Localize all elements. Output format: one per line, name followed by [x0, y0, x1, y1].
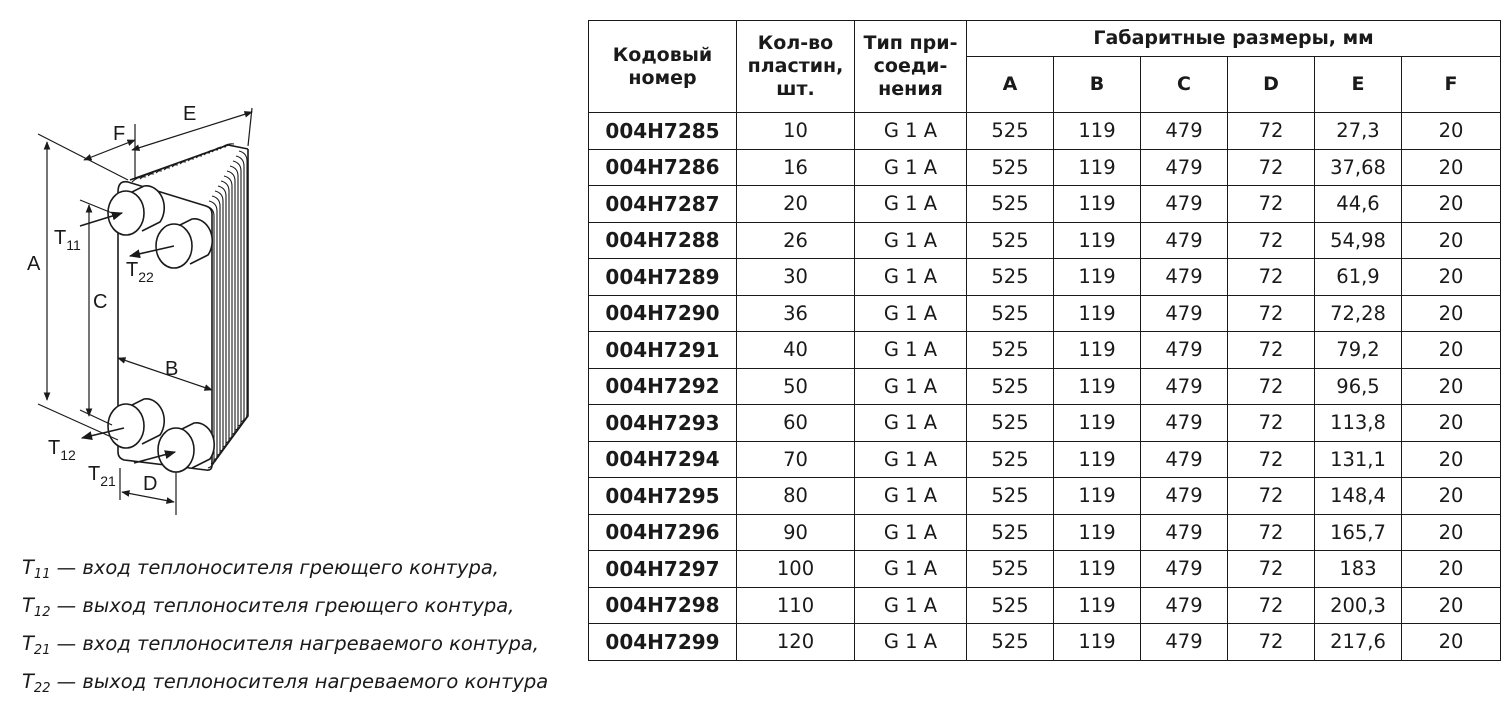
cell-code: 004H7288	[589, 222, 737, 259]
cell-b: 119	[1054, 624, 1141, 661]
cell-f: 20	[1402, 405, 1501, 442]
cell-code: 004H7296	[589, 514, 737, 551]
cell-b: 119	[1054, 551, 1141, 588]
cell-a: 525	[967, 405, 1054, 442]
header-d: D	[1228, 57, 1315, 113]
cell-a: 525	[967, 113, 1054, 150]
table-row	[589, 222, 1501, 259]
plate	[212, 196, 220, 460]
cell-d: 72	[1228, 441, 1315, 478]
cell-d: 72	[1228, 551, 1315, 588]
table-row	[589, 368, 1501, 405]
label-e: E	[183, 103, 197, 125]
cell-code: 004H7291	[589, 332, 737, 369]
cell-c: 479	[1141, 186, 1228, 223]
cell-e: 61,9	[1315, 259, 1402, 296]
table-row	[589, 113, 1501, 150]
cell-c: 479	[1141, 149, 1228, 186]
table-row	[589, 478, 1501, 515]
cell-connection: G 1 A	[855, 186, 967, 223]
legend-item-t21: $T_{21}$ — вход теплоносителя нагреваемого контура,	[22, 632, 539, 658]
cell-d: 72	[1228, 186, 1315, 223]
cell-a: 525	[967, 368, 1054, 405]
plate	[218, 186, 226, 451]
cell-b: 119	[1054, 113, 1141, 150]
plate	[233, 161, 241, 430]
cell-e: 27,3	[1315, 113, 1402, 150]
cell-e: 131,1	[1315, 441, 1402, 478]
cell-plates: 80	[737, 478, 855, 515]
cell-plates: 60	[737, 405, 855, 442]
plate	[230, 166, 238, 434]
cell-c: 479	[1141, 368, 1228, 405]
cell-e: 200,3	[1315, 587, 1402, 624]
cell-c: 479	[1141, 624, 1228, 661]
legend	[22, 552, 587, 704]
label-t11: $T_{11}$	[54, 227, 81, 253]
plate	[215, 191, 223, 455]
cell-connection: G 1 A	[855, 332, 967, 369]
label-t21: $T_{21}$	[88, 463, 116, 489]
cell-connection: G 1 A	[855, 624, 967, 661]
cell-f: 20	[1402, 332, 1501, 369]
header-plates: Кол-во пластин, шт.	[737, 21, 855, 113]
cell-connection: G 1 A	[855, 441, 967, 478]
plate-top-edge	[132, 177, 146, 182]
cell-code: 004H7289	[589, 259, 737, 296]
cell-connection: G 1 A	[855, 149, 967, 186]
header-f: F	[1402, 57, 1501, 113]
cell-c: 479	[1141, 222, 1228, 259]
header-c: C	[1141, 57, 1228, 113]
cell-plates: 120	[737, 624, 855, 661]
cell-code: 004H7286	[589, 149, 737, 186]
cell-f: 20	[1402, 514, 1501, 551]
cell-a: 525	[967, 551, 1054, 588]
cell-f: 20	[1402, 624, 1501, 661]
cell-f: 20	[1402, 587, 1501, 624]
label-t22: $T_{22}$	[126, 259, 154, 285]
cell-f: 20	[1402, 441, 1501, 478]
cell-code: 004H7299	[589, 624, 737, 661]
cell-c: 479	[1141, 259, 1228, 296]
cell-b: 119	[1054, 222, 1141, 259]
legend-item-t11: $T_{11}$ — вход теплоносителя греющего контура,	[22, 556, 499, 582]
cell-connection: G 1 A	[855, 368, 967, 405]
cell-code: 004H7298	[589, 587, 737, 624]
cell-e: 165,7	[1315, 514, 1402, 551]
plate	[224, 176, 232, 443]
cell-code: 004H7297	[589, 551, 737, 588]
cell-d: 72	[1228, 368, 1315, 405]
label-f: F	[113, 123, 126, 145]
label-b: B	[165, 358, 179, 380]
cell-connection: G 1 A	[855, 222, 967, 259]
cell-d: 72	[1228, 222, 1315, 259]
plate	[221, 181, 229, 447]
cell-a: 525	[967, 332, 1054, 369]
cell-e: 72,28	[1315, 295, 1402, 332]
label-a: A	[27, 253, 41, 275]
cell-f: 20	[1402, 368, 1501, 405]
cell-a: 525	[967, 478, 1054, 515]
header-a: A	[967, 57, 1054, 113]
cell-f: 20	[1402, 149, 1501, 186]
cell-c: 479	[1141, 295, 1228, 332]
cell-e: 148,4	[1315, 478, 1402, 515]
plate	[236, 156, 244, 426]
table-header-row	[589, 21, 1501, 57]
header-e: E	[1315, 57, 1402, 113]
cell-c: 479	[1141, 478, 1228, 515]
cell-connection: G 1 A	[855, 113, 967, 150]
cell-c: 479	[1141, 514, 1228, 551]
cell-d: 72	[1228, 332, 1315, 369]
cell-e: 54,98	[1315, 222, 1402, 259]
cell-b: 119	[1054, 441, 1141, 478]
cell-b: 119	[1054, 186, 1141, 223]
cell-b: 119	[1054, 295, 1141, 332]
cell-a: 525	[967, 514, 1054, 551]
cell-d: 72	[1228, 587, 1315, 624]
cell-b: 119	[1054, 368, 1141, 405]
cell-c: 479	[1141, 441, 1228, 478]
cell-code: 004H7292	[589, 368, 737, 405]
label-c: C	[93, 291, 108, 313]
table-row	[589, 259, 1501, 296]
cell-b: 119	[1054, 514, 1141, 551]
cell-a: 525	[967, 222, 1054, 259]
cell-c: 479	[1141, 551, 1228, 588]
header-b: B	[1054, 57, 1141, 113]
cell-connection: G 1 A	[855, 295, 967, 332]
cell-plates: 36	[737, 295, 855, 332]
header-dimensions: Габаритные размеры, мм	[967, 21, 1501, 57]
cell-f: 20	[1402, 113, 1501, 150]
table-row	[589, 332, 1501, 369]
cell-connection: G 1 A	[855, 259, 967, 296]
cell-plates: 16	[737, 149, 855, 186]
label-d: D	[143, 473, 158, 495]
cell-c: 479	[1141, 405, 1228, 442]
cell-plates: 20	[737, 186, 855, 223]
cell-f: 20	[1402, 551, 1501, 588]
cell-code: 004H7287	[589, 186, 737, 223]
table-row	[589, 186, 1501, 223]
legend-item-t12: $T_{12}$ — выход теплоносителя греющего контура,	[22, 594, 515, 620]
cell-connection: G 1 A	[855, 514, 967, 551]
table-row	[589, 149, 1501, 186]
table-row	[589, 624, 1501, 661]
cell-e: 44,6	[1315, 186, 1402, 223]
cell-plates: 50	[737, 368, 855, 405]
cell-b: 119	[1054, 332, 1141, 369]
cell-plates: 10	[737, 113, 855, 150]
cell-c: 479	[1141, 113, 1228, 150]
cell-b: 119	[1054, 149, 1141, 186]
cell-e: 183	[1315, 551, 1402, 588]
cell-code: 004H7293	[589, 405, 737, 442]
cell-f: 20	[1402, 186, 1501, 223]
cell-f: 20	[1402, 295, 1501, 332]
cell-d: 72	[1228, 514, 1315, 551]
cell-d: 72	[1228, 405, 1315, 442]
spec-table	[588, 20, 1501, 661]
cell-a: 525	[967, 624, 1054, 661]
cell-c: 479	[1141, 332, 1228, 369]
cell-plates: 26	[737, 222, 855, 259]
header-connection: Тип при-соеди-нения	[855, 21, 967, 113]
cell-connection: G 1 A	[855, 405, 967, 442]
cell-a: 525	[967, 441, 1054, 478]
cell-plates: 30	[737, 259, 855, 296]
cell-d: 72	[1228, 295, 1315, 332]
cell-a: 525	[967, 149, 1054, 186]
plate	[239, 151, 247, 422]
cell-a: 525	[967, 259, 1054, 296]
cell-e: 79,2	[1315, 332, 1402, 369]
cell-b: 119	[1054, 587, 1141, 624]
header-code: Кодовый номер	[589, 21, 737, 113]
cell-d: 72	[1228, 478, 1315, 515]
cell-b: 119	[1054, 405, 1141, 442]
cell-a: 525	[967, 587, 1054, 624]
cell-connection: G 1 A	[855, 587, 967, 624]
cell-a: 525	[967, 186, 1054, 223]
cell-code: 004H7294	[589, 441, 737, 478]
cell-d: 72	[1228, 259, 1315, 296]
cell-f: 20	[1402, 259, 1501, 296]
cell-e: 113,8	[1315, 405, 1402, 442]
cell-b: 119	[1054, 259, 1141, 296]
cell-e: 37,68	[1315, 149, 1402, 186]
cell-plates: 100	[737, 551, 855, 588]
cell-code: 004H7285	[589, 113, 737, 150]
table-row	[589, 514, 1501, 551]
table-row	[589, 551, 1501, 588]
plate	[227, 171, 235, 439]
cell-connection: G 1 A	[855, 551, 967, 588]
cell-d: 72	[1228, 113, 1315, 150]
cell-connection: G 1 A	[855, 478, 967, 515]
cell-b: 119	[1054, 478, 1141, 515]
cell-plates: 90	[737, 514, 855, 551]
cell-f: 20	[1402, 222, 1501, 259]
cell-code: 004H7290	[589, 295, 737, 332]
table-row	[589, 295, 1501, 332]
table-body	[589, 113, 1501, 661]
heat-exchanger-diagram	[0, 90, 580, 530]
cell-d: 72	[1228, 149, 1315, 186]
label-t12: $T_{12}$	[48, 437, 76, 463]
table-row	[589, 405, 1501, 442]
table-row	[589, 441, 1501, 478]
legend-item-t22: $T_{22}$ — выход теплоносителя нагреваемого контура	[22, 670, 549, 696]
table-row	[589, 587, 1501, 624]
cell-a: 525	[967, 295, 1054, 332]
cell-d: 72	[1228, 624, 1315, 661]
cell-plates: 70	[737, 441, 855, 478]
cell-plates: 40	[737, 332, 855, 369]
cell-f: 20	[1402, 478, 1501, 515]
cell-e: 217,6	[1315, 624, 1402, 661]
cell-c: 479	[1141, 587, 1228, 624]
cell-plates: 110	[737, 587, 855, 624]
cell-code: 004H7295	[589, 478, 737, 515]
cell-e: 96,5	[1315, 368, 1402, 405]
